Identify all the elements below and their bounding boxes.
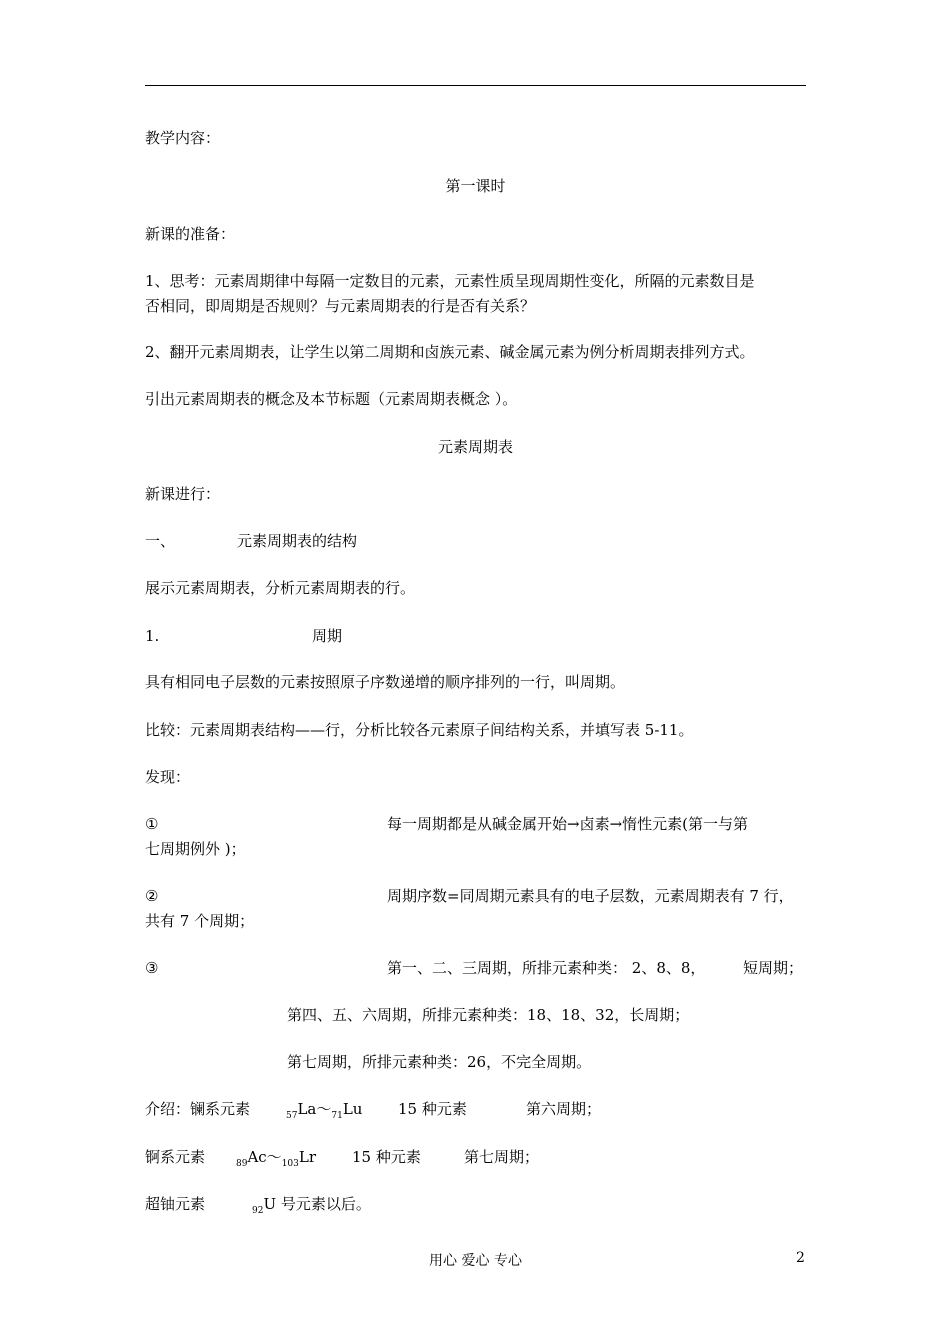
transuranium-label: 超铀元素: [145, 1195, 206, 1213]
proceed-heading: 新课进行：: [145, 485, 221, 503]
actinide-range: [236, 1147, 316, 1170]
finding-3-marker: ③: [145, 959, 159, 977]
lanthanide-start-symbol: La～: [297, 1100, 332, 1118]
intro-line: 引出元素周期表的概念及本节标题（元素周期表概念 ）。: [145, 390, 518, 408]
page-number: 2: [796, 1250, 805, 1266]
finding-3-line-2: 第四、五、六周期，所排元素种类：18、18、32，长周期；: [287, 1006, 690, 1024]
lanthanide-period: 第六周期；: [526, 1100, 602, 1118]
lanthanide-label: 介绍：镧系元素: [145, 1100, 251, 1118]
actinide-start-symbol: Ac～: [247, 1148, 282, 1166]
item-1-title: 周期: [312, 627, 343, 645]
header-rule: [145, 85, 806, 86]
finding-2-line-2: 共有 7 个周期；: [145, 912, 255, 930]
finding-2-marker: ②: [145, 887, 159, 905]
part-1-number: 一、: [145, 532, 176, 550]
footer-motto: 用心 爱心 专心: [429, 1253, 522, 1269]
transuranium-text: [252, 1194, 371, 1217]
question-1-line-1: 1、思考：元素周期律中每隔一定数目的元素，元素性质呈现周期性变化，所隔的元素数目是: [145, 272, 755, 290]
actinide-end-number: 103: [281, 1159, 299, 1169]
show-line: 展示元素周期表，分析元素周期表的行。: [145, 579, 416, 597]
period-definition: 具有相同电子层数的元素按照原子序数递增的顺序排列的一行，叫周期。: [145, 673, 626, 691]
question-2: 2、翻开元素周期表，让学生以第二周期和卤族元素、碱金属元素为例分析周期表排列方式。: [145, 343, 755, 361]
lesson-title: 第一课时: [445, 177, 506, 195]
finding-3-line-1: 第一、二、三周期，所排元素种类： 2、8、8，: [387, 959, 706, 977]
lanthanide-count: 15 种元素: [398, 1100, 467, 1118]
finding-2-line-1: 周期序数=同周期元素具有的电子层数，元素周期表有 7 行，: [387, 887, 794, 905]
finding-3-line-3: 第七周期，所排元素种类：26，不完全周期。: [287, 1053, 592, 1071]
question-1-line-2: 否相同，即周期是否规则？与元素周期表的行是否有关系？: [145, 297, 536, 315]
prep-heading: 新课的准备：: [145, 225, 236, 243]
part-1-title: 元素周期表的结构: [237, 532, 358, 550]
actinide-label: 锕系元素: [145, 1148, 206, 1166]
lanthanide-end-symbol: Lu: [342, 1100, 363, 1118]
section-title: 元素周期表: [437, 438, 513, 456]
lanthanide-range: [286, 1099, 362, 1122]
actinide-end-symbol: Lr: [298, 1148, 317, 1166]
transuranium-number: 92: [252, 1206, 264, 1216]
actinide-start-number: 89: [236, 1159, 248, 1169]
finding-1-line-2: 七周期例外 )；: [145, 840, 246, 858]
lanthanide-start-number: 57: [286, 1111, 298, 1121]
actinide-period: 第七周期；: [464, 1148, 540, 1166]
finding-3-short-period: 短周期；: [743, 959, 804, 977]
lanthanide-end-number: 71: [331, 1111, 343, 1121]
item-1-number: 1.: [145, 627, 160, 645]
actinide-count: 15 种元素: [352, 1148, 421, 1166]
finding-1-marker: ①: [145, 815, 159, 833]
teaching-content-label: 教学内容：: [145, 129, 221, 147]
compare-line: 比较：元素周期表结构——行，分析比较各元素原子间结构关系，并填写表 5-11。: [145, 721, 694, 739]
transuranium-rest: U 号元素以后。: [263, 1195, 371, 1213]
finding-1-line-1: 每一周期都是从碱金属开始→卤素→惰性元素(第一与第: [387, 815, 748, 833]
discover-heading: 发现：: [145, 768, 191, 786]
